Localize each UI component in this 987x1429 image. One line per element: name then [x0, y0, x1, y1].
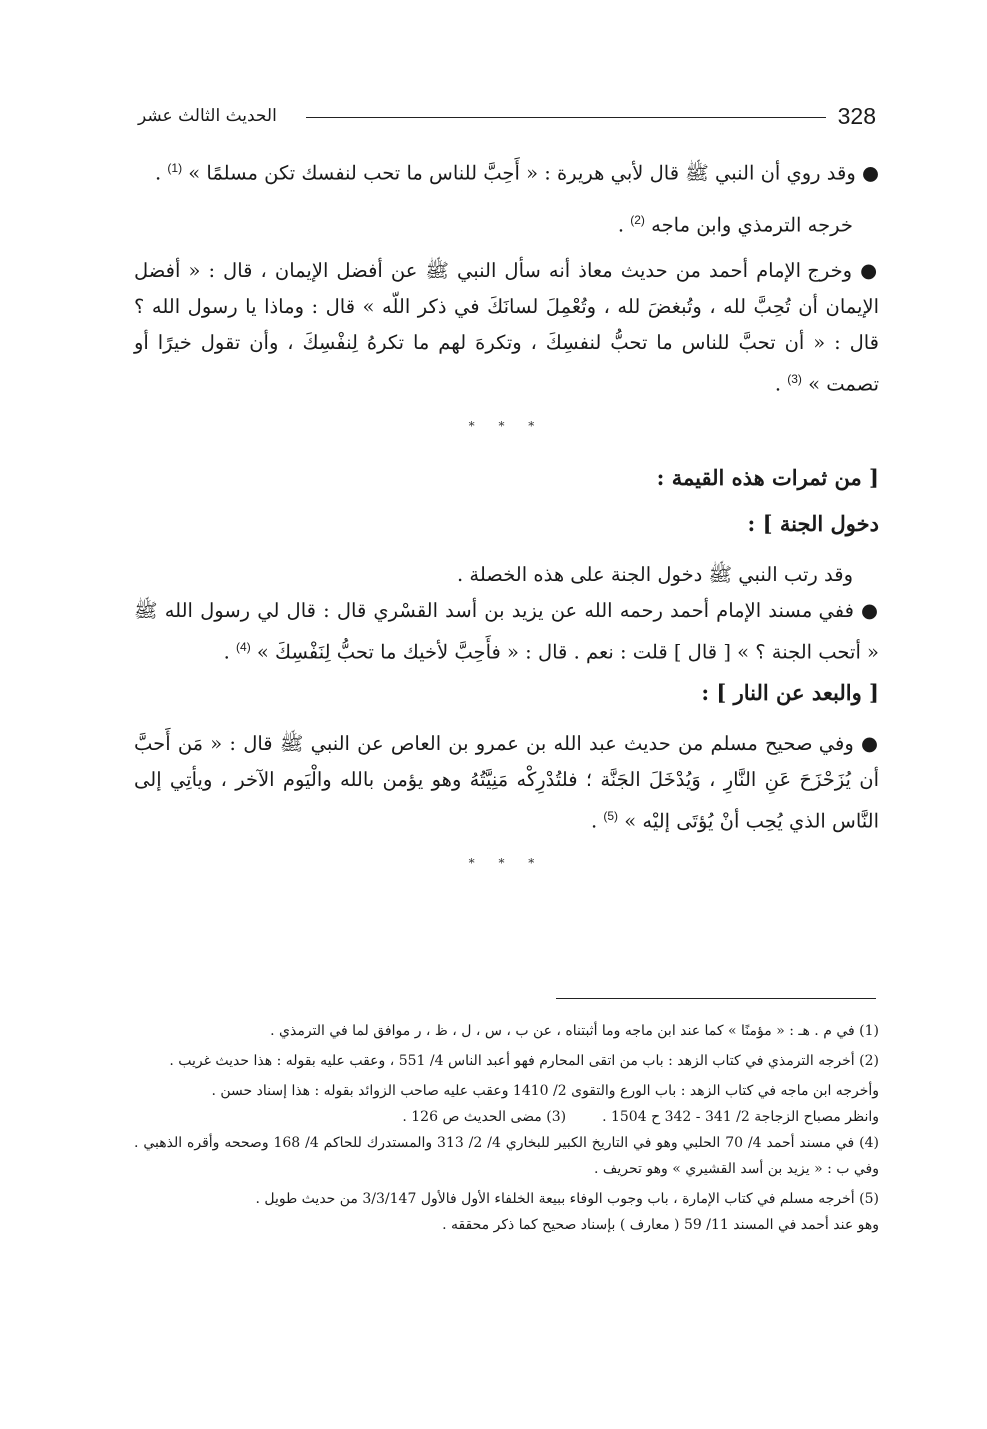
section-divider-stars-2: * * * — [468, 855, 545, 870]
heading-fire: [ والبعد عن النار ] : — [701, 680, 879, 705]
footnote-ref-1[interactable]: (1) — [167, 161, 183, 175]
paragraph-5: ● ففي مسند الإمام أحمد رحمه الله عن يزيد بن أسد القسْري قال : قال لي رسول الله ﷺ « أتحب الجنة ؟ » [ قال ] قلت : نعم . قال : « فأَحِبَّ لأخيك ما تحبُّ لِنَفْسِكَ » $^{(4)}$ . — [134, 598, 879, 663]
footnote-4: (4) في مسند أحمد 4/ 70 الحلبي وهو في التاريخ الكبير للبخاري 4/ 2/ 313 والمستدرك للحاكم 4/ 168 وصححه وأقره الذهبي . وفي ب : « يزيد بن أسد القشيري » وهو تحريف . — [134, 1135, 879, 1177]
footnote-2b: وأخرجه ابن ماجه في كتاب الزهد : باب الورع والتقوى 2/ 1410 وعقب عليه صاحب الزوائد بقوله : هذا إسناد حسن . — [211, 1083, 879, 1099]
paragraph-1-text: وقد روي أن النبي ﷺ قال لأبي هريرة : « أَحِبَّ للناس ما تحب لنفسك تكن مسلمًا » — [188, 161, 856, 185]
footnote-5: (5) أخرجه مسلم في كتاب الإمارة ، باب وجوب الوفاء ببيعة الخلفاء الأول فالأول 3/3/147 من حديث طويل . — [255, 1191, 879, 1207]
page-number: 328 — [837, 103, 876, 129]
footnote-ref-4[interactable]: (4) — [236, 639, 251, 654]
footnote-1: (1) في م . هـ : « مؤمنًا » كما عند ابن ماجه وما أثبتناه ، عن ب ، س ، ل ، ظ ، ر موافق لما في الترمذي . — [270, 1023, 879, 1039]
bullet-icon: ● — [861, 161, 879, 185]
footnote-5b: وهو عند أحمد في المسند 11/ 59 ( معارف ) بإسناد صحيح كما ذكر محققه . — [442, 1217, 879, 1233]
footnotes — [134, 1018, 879, 1238]
footnote-ref-3[interactable]: (3) — [787, 372, 802, 386]
bullet-icon: ● — [861, 598, 879, 622]
paragraph-4: وقد رتب النبي ﷺ دخول الجنة على هذه الخصلة . — [457, 562, 853, 586]
section-divider-stars: * * * — [468, 418, 545, 433]
running-header — [138, 96, 876, 136]
running-title: الحديث الثالث عشر — [138, 106, 277, 126]
header-rule — [306, 117, 826, 118]
footnote-ref-5[interactable]: (5) — [603, 809, 619, 823]
footnote-2: (2) أخرجه الترمذي في كتاب الزهد : باب من اتقى المحارم فهو أعبد الناس 4/ 551 ، وعقب عليه بقوله : هذا حديث غريب . — [169, 1053, 879, 1069]
footnote-2c: وانظر مصباح الزجاجة 2/ 341 - 342 ح 1504 . — [602, 1109, 879, 1125]
paragraph-6-text: وفي صحيح مسلم من حديث عبد الله بن عمرو بن العاص عن النبي ﷺ قال : « مَن أَحبَّ أن يُزَحْزَحَ عَنِ النَّارِ ، وَيُدْخَلَ الجَنَّة ؛ فلتُدْرِكْه مَنِيَّتُهُ وهو يؤمن بالله والْيَوم الآخر ، ويأتِي إلى النَّاس الذي يُحِب أنْ يُؤتَى إليْه » — [134, 732, 879, 833]
main-text — [134, 150, 879, 892]
footnote-row — [134, 1104, 879, 1130]
paragraph-1: ● وقد روي أن النبي ﷺ قال لأبي هريرة : « أَحِبَّ للناس ما تحب لنفسك تكن مسلمًا » $^{(1)}$ . — [154, 161, 879, 185]
bullet-icon: ● — [860, 732, 879, 755]
footnote-rule — [556, 998, 876, 999]
footnote-3: (3) مضى الحديث ص 126 . — [402, 1109, 567, 1125]
paragraph-3-text: وخرج الإمام أحمد من حديث معاذ أنه سأل النبي ﷺ عن أفضل الإيمان ، قال : « أفضل الإيمان أن تُحِبَّ لله ، وتُبغضَ لله ، وتُعْمِلَ لسانَكَ في ذكر اللّه » قال : وماذا يا رسول الله ؟ قال : « أن تحبَّ للناس ما تحبُّ لنفسِكَ ، وتكرهَ لهم ما تكرهُ لِنفْسِكَ ، وأن تقول خيرًا أو تصمت » — [134, 259, 879, 396]
heading-paradise: دخول الجنة ] : — [747, 510, 879, 536]
paragraph-2-text: خرجه الترمذي وابن ماجه — [651, 213, 853, 236]
footnote-ref-2[interactable]: (2) — [630, 212, 645, 227]
paragraph-5-text: ففي مسند الإمام أحمد رحمه الله عن يزيد بن أسد القسْري قال : قال لي رسول الله ﷺ « أتحب الجنة ؟ » [ قال ] قلت : نعم . قال : « فأَحِبَّ لأخيك ما تحبُّ لِنَفْسِكَ » — [134, 598, 879, 663]
bullet-icon: ● — [860, 259, 880, 282]
paragraph-6: ● وفي صحيح مسلم من حديث عبد الله بن عمرو بن العاص عن النبي ﷺ قال : « مَن أَحبَّ أن يُزَحْزَحَ عَنِ النَّارِ ، وَيُدْخَلَ الجَنَّة ؛ فلتُدْرِكْه مَنِيَّتُهُ وهو يؤمن بالله والْيَوم الآخر ، ويأتِي إلى النَّاس الذي يُحِب أنْ يُؤتَى إليْه » $^{(5)}$ . — [134, 732, 879, 833]
paragraph-3: ● وخرج الإمام أحمد من حديث معاذ أنه سأل النبي ﷺ عن أفضل الإيمان ، قال : « أفضل الإيمان أن تُحِبَّ لله ، وتُبغضَ لله ، وتُعْمِلَ لسانَكَ في ذكر اللّه » قال : وماذا يا رسول الله ؟ قال : « أن تحبَّ للناس ما تحبُّ لنفسِكَ ، وتكرهَ لهم ما تكرهُ لِنفْسِكَ ، وأن تقول خيرًا أو تصمت » $^{(3)}$ . — [134, 259, 880, 396]
paragraph-2: خرجه الترمذي وابن ماجه $^{(2)}$ . — [617, 212, 853, 236]
heading-fruits: [ من ثمرات هذه القيمة : — [656, 464, 879, 490]
